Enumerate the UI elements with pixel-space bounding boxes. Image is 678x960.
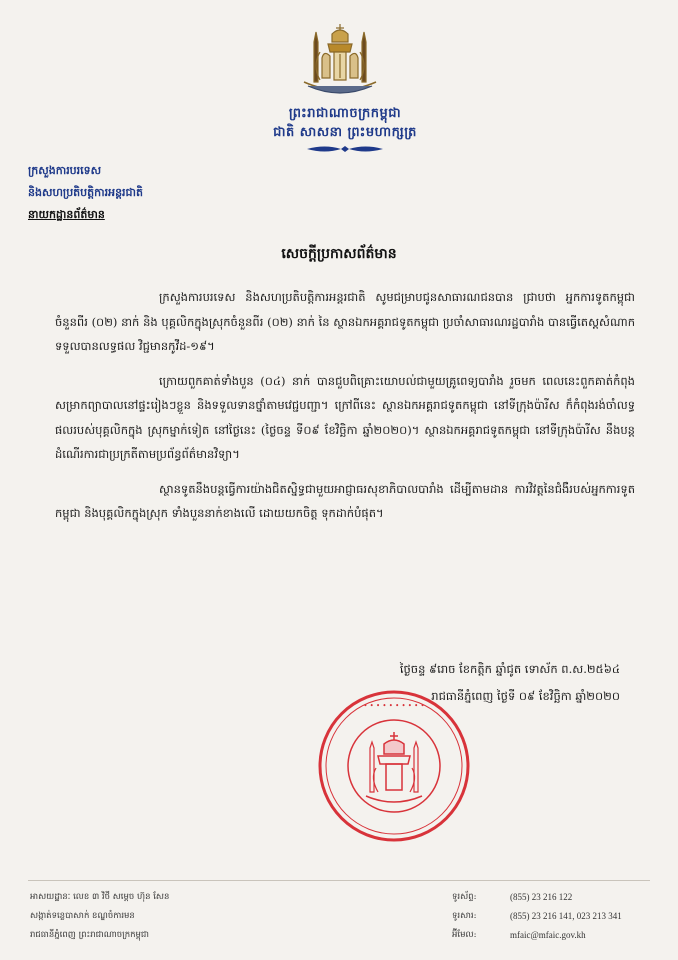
paragraph-2: ក្រោយពួកគាត់ទាំងបួន (០៤) នាក់ បានជួបពិគ្រោះយោបល់ជាមួយគ្រូពេទ្យបារាំង រួចមក ពេលនេះពួកគាត់កំពុងសម្រាកព្យាបាលនៅផ្ទះរៀងៗខ្លួន និងទទួលទានថ្នាំតាមវេជ្ជបញ្ជា។ ក្រៅពីនេះ ស្ថានឯកអគ្គរាជទូតកម្ពុជា នៅទីក្រុងប៉ារីស ក៏កំពុងរង់ចាំលទ្ធផលរបស់បុគ្គលិកក្នុង ស្រុកម្នាក់ទៀត នៅថ្ងៃនេះ (ថ្ងៃចន្ទ ទី០៩ ខែវិច្ឆិកា ឆ្នាំ២០២០)។ ស្ថានឯកអគ្គរាជទូតកម្ពុជា នៅទីក្រុងប៉ារីស នឹងបន្តដំណើរការជាប្រក្រតីតាមប្រព័ន្ធព័ត៌មានវិទ្យា។ — [55, 373, 635, 461]
national-motto: ជាតិ សាសនា ព្រះមហាក្សត្រ — [273, 125, 417, 140]
paragraph-1: ក្រសួងការបរទេស និងសហប្រតិបត្តិការអន្តរជាតិ សូមជម្រាបជូនសាធារណជនបាន ជ្រាបថា អ្នកការទូតកម្ពុជា ចំនួនពីរ (០២) នាក់ និង បុគ្គលិកក្នុងស្រុកចំនួនពីរ (០២) នាក់ នៃ ស្ថានឯកអគ្គរាជទូតកម្ពុជា ប្រចាំសាធារណរដ្ឋបារាំង បានធ្វើតេស្តសំណាកទទួលបានលទ្ធផល វិជ្ជមានកូវីដ-១៩។ — [55, 290, 635, 353]
ministry-name-line2: និងសហប្រតិបត្តិការអន្តរជាតិ — [28, 186, 143, 199]
footer-divider — [28, 880, 650, 881]
contact-value: (855) 23 216 122 — [510, 892, 573, 902]
paragraph-3: ស្ថានទូតនឹងបន្តធ្វើការយ៉ាងជិតស្និទ្ធជាមួយអាជ្ញាធរសុខាភិបាលបារាំង ដើម្បីតាមដាន ការវិវត្តនៃជំងឺរបស់អ្នកការទូតកម្ពុជា និងបុគ្គលិកក្នុងស្រុក ទាំងបួននាក់ខាងលើ ដោយយកចិត្ត ទុកដាក់បំផុត។ — [55, 481, 635, 520]
document-title: សេចក្តីប្រកាសព័ត៌មាន — [281, 246, 397, 262]
address-line: អាសយដ្ឋានៈ លេខ ៣ វិថី សម្តេច ហ៊ុន សែន — [30, 892, 170, 902]
footer-contacts — [452, 888, 662, 945]
official-seal-icon — [316, 688, 472, 844]
kingdom-header — [200, 104, 490, 154]
ministry-block — [28, 160, 248, 226]
contact-label: អ៊ីមែល: — [452, 930, 477, 940]
lunar-date: ថ្ងៃចន្ទ ៩រោច ខែកត្តិក ឆ្នាំជូត ទោស័ក ព.ស.២៥៦៤ — [399, 662, 620, 676]
svg-text:• • • • • • • • • •: • • • • • • • • • • — [363, 702, 425, 710]
contact-value: (855) 23 216 141, 023 213 341 — [510, 911, 622, 921]
royal-emblem-icon — [294, 22, 386, 98]
contact-label: ទូរស័ព្ទ: — [452, 892, 477, 902]
address-line: រាជធានីភ្នំពេញ ព្រះរាជាណាចក្រកម្ពុជា — [30, 930, 149, 940]
contact-phone — [452, 888, 662, 907]
department-name: នាយកដ្ឋានព័ត៌មាន — [28, 208, 105, 221]
contact-value: mfaic@mfaic.gov.kh — [510, 930, 586, 940]
address-line: សង្កាត់ទន្លេបាសាក់ ខណ្ឌចំការមន — [30, 911, 135, 921]
ministry-name-line1: ក្រសួងការបរទេស — [28, 164, 102, 177]
contact-fax — [452, 907, 662, 926]
contact-label: ទូរសារ: — [452, 911, 477, 921]
ornament-divider-icon — [305, 144, 385, 154]
solar-date: រាជធានីភ្នំពេញ ថ្ងៃទី ០៩ ខែវិច្ឆិកា ឆ្នាំ២០២០ — [431, 689, 620, 703]
kingdom-title: ព្រះរាជាណាចក្រកម្ពុជា — [288, 106, 402, 121]
document-body — [55, 285, 635, 536]
footer-address — [30, 888, 330, 945]
contact-email — [452, 926, 662, 945]
